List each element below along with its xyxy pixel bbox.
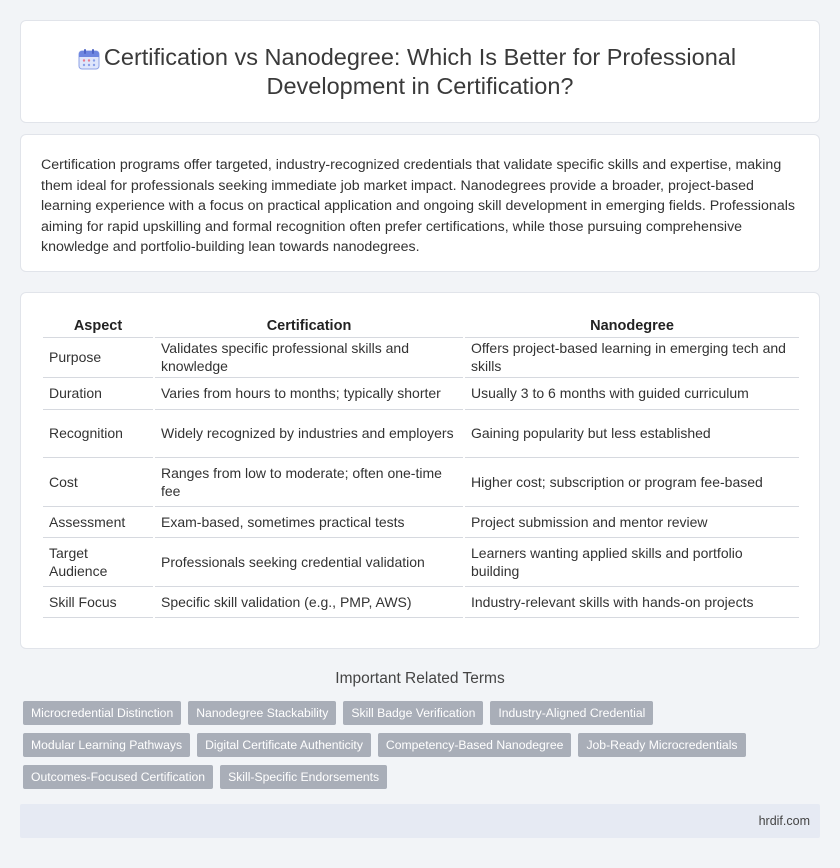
table-row [43,337,799,377]
comparison-card [20,292,820,649]
row-aspect: Cost [43,457,154,506]
related-term-tag[interactable]: Microcredential Distinction [23,701,181,725]
row-certification: Validates specific professional skills and knowledge [154,337,464,377]
related-terms-title: Important Related Terms [335,670,505,687]
row-certification: Specific skill validation (e.g., PMP, AWS) [154,586,464,617]
row-nanodegree: Industry-relevant skills with hands-on projects [464,586,799,617]
comparison-table [43,315,799,618]
related-terms-list [23,701,823,789]
footer-site-link[interactable]: hrdif.com [758,814,810,828]
intro-paragraph: Certification programs offer targeted, industry-recognized credentials that validate specific skills and expertise, making them ideal for professionals seeking immediate job market impact. Nanodegrees provide a broader, project-based learning experience with a focus on practical application and ongoing skill development in emerging fields. Professionals aiming for rapid upskilling and formal recognition often prefer certifications, while those pursuing comprehensive knowledge and portfolio-building lean towards nanodegrees. [41,157,795,255]
table-row [43,506,799,537]
header-nanodegree: Nanodegree [464,315,799,337]
page-title: Certification vs Nanodegree: Which Is Better for Professional Development in Certification? [103,44,737,99]
row-aspect: Skill Focus [43,586,154,617]
row-certification: Widely recognized by industries and employers [154,409,464,457]
table-row [43,586,799,617]
row-nanodegree: Usually 3 to 6 months with guided curriculum [464,377,799,409]
intro-card [20,134,820,272]
header-card [20,20,820,123]
row-aspect: Assessment [43,506,154,537]
row-certification: Varies from hours to months; typically shorter [154,377,464,409]
row-nanodegree: Learners wanting applied skills and portfolio building [464,537,799,586]
table-row [43,457,799,506]
related-term-tag[interactable]: Skill-Specific Endorsements [220,765,387,789]
row-certification: Exam-based, sometimes practical tests [154,506,464,537]
related-term-tag[interactable]: Job-Ready Microcredentials [578,733,745,757]
row-nanodegree: Project submission and mentor review [464,506,799,537]
related-term-tag[interactable]: Nanodegree Stackability [188,701,336,725]
row-nanodegree: Higher cost; subscription or program fee-based [464,457,799,506]
related-term-tag[interactable]: Digital Certificate Authenticity [197,733,371,757]
row-nanodegree: Offers project-based learning in emerging tech and skills [464,337,799,377]
related-term-tag[interactable]: Skill Badge Verification [343,701,483,725]
row-aspect: Duration [43,377,154,409]
footer [20,804,820,838]
row-aspect: Purpose [43,337,154,377]
related-term-tag[interactable]: Competency-Based Nanodegree [378,733,572,757]
row-certification: Professionals seeking credential validation [154,537,464,586]
related-term-tag[interactable]: Industry-Aligned Credential [490,701,653,725]
row-certification: Ranges from low to moderate; often one-time fee [154,457,464,506]
header-aspect: Aspect [43,315,154,337]
row-aspect: Recognition [43,409,154,457]
related-term-tag[interactable]: Modular Learning Pathways [23,733,190,757]
table-row [43,377,799,409]
related-term-tag[interactable]: Outcomes-Focused Certification [23,765,213,789]
table-row [43,409,799,457]
table-header-row [43,315,799,337]
row-nanodegree: Gaining popularity but less established [464,409,799,457]
header-certification: Certification [154,315,464,337]
row-aspect: Target Audience [43,537,154,586]
table-row [43,537,799,586]
